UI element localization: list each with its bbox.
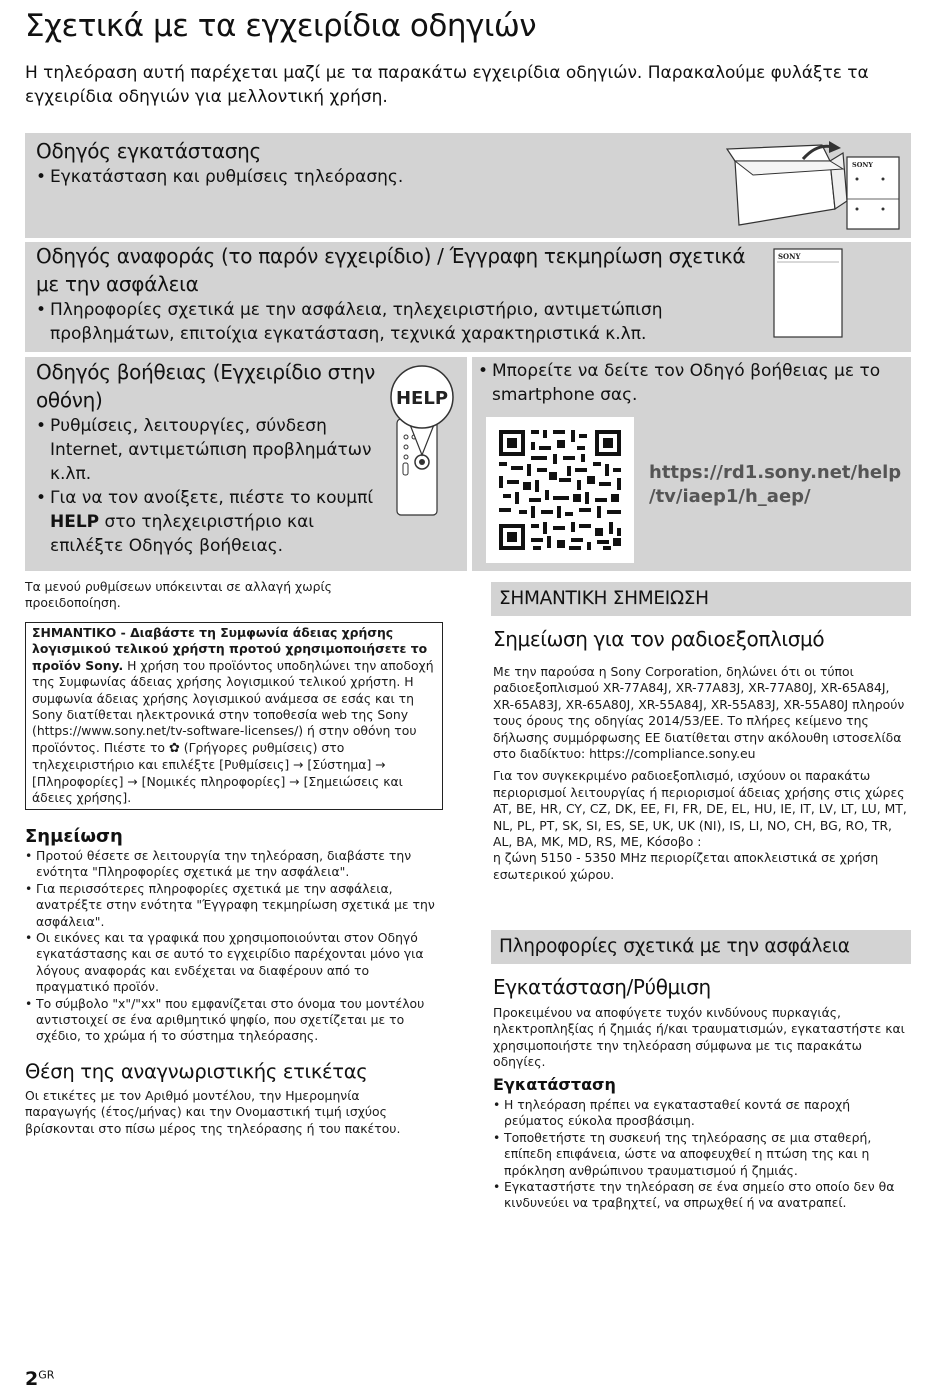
install-item bbox=[493, 1130, 911, 1179]
qr-code[interactable] bbox=[486, 417, 634, 563]
label-position-text: Οι ετικέτες με τον Αριθμό μοντέλου, την Ημερομηνία παραγωγής (έτος/μήνας) και την Ονομαστική τιμή ισχύος βρίσκονται στο πίσω μέρος της τηλεόρασης ή του πακέτου. bbox=[25, 1088, 401, 1136]
setup-guide-title: Οδηγός εγκατάστασης bbox=[36, 139, 261, 163]
tv-box-illustration bbox=[725, 139, 905, 231]
install-list bbox=[493, 1097, 911, 1212]
page-title: Σχετικά με τα εγχειρίδια οδηγιών bbox=[25, 8, 537, 44]
manual-booklet-illustration bbox=[773, 248, 845, 340]
help-guide-bullet-1 bbox=[36, 414, 380, 486]
label-position-heading: Θέση της αναγνωριστικής ετικέτας bbox=[25, 1060, 368, 1083]
setup-guide-bullet bbox=[36, 165, 700, 189]
radio-equipment-text bbox=[493, 664, 911, 883]
setup-guide-box bbox=[25, 133, 911, 238]
safety-heading: Πληροφορίες σχετικά με την ασφάλεια bbox=[491, 930, 911, 964]
install-item-text: Εγκαταστήστε την τηλεόραση σε ένα σημείο στο οποίο δεν θα κινδυνεύει να τραβηχτεί, να σπρωχθεί ή να ανατραπεί. bbox=[504, 1179, 895, 1211]
license-box bbox=[25, 622, 443, 810]
page-number-value: 2 bbox=[25, 1368, 39, 1390]
radio-equipment-para-2: Για τον συγκεκριμένο ραδιοεξοπλισμό, ισχύουν οι παρακάτω περιορισμοί λειτουργίας ή περιορισμοί άδειας χρήσης στις χώρες AT, BE, HR, CY, CZ, DK, EE, FI, FR, DE, EL, HU, IE, IT, LV, LT, LU, MT, NL, PL, PT, SK, SI, ES, SE, UK, UK (NI), IS, LI, NO, CH, BG, RO, TR, AL, BA, MK, MD, RS, ME, Κόσοβο : bbox=[493, 768, 907, 850]
note-item-text: Οι εικόνες και τα γραφικά που χρησιμοποιούνται στον Οδηγό εγκατάστασης και σε αυτό το εγχειρίδιο παρέχονται μόνο για λόγους αναφοράς και ενδέχεται να διαφέρουν από το πραγματικό προϊόν. bbox=[36, 930, 424, 995]
intro-text: Η τηλεόραση αυτή παρέχεται μαζί με τα παρακάτω εγχειρίδια οδηγιών. Παρακαλούμε φυλάξτε τα εγχειρίδια οδηγιών για μελλοντική χρήση. bbox=[25, 63, 869, 107]
note-item-text: Το σύμβολο "x"/"xx" που εμφανίζεται στο όνομα του μοντέλου αντιστοιχεί σε ένα αριθμητικό ψηφίο, που σχετίζεται με το σχέδιο, το χρώμα ή το σύστημα τηλεόρασης. bbox=[36, 995, 425, 1044]
install-heading: Εγκατάσταση bbox=[493, 1075, 616, 1094]
help-guide-url[interactable] bbox=[649, 461, 901, 509]
setup-guide-bullet-text: Εγκατάσταση και ρυθμίσεις τηλεόρασης. bbox=[50, 167, 404, 187]
reference-guide-brand: SONY bbox=[778, 252, 801, 261]
install-item-text: Η τηλεόραση πρέπει να εγκατασταθεί κοντά σε παροχή ρεύματος εύκολα προσβάσιμη. bbox=[504, 1097, 851, 1129]
license-box-text-post: (Γρήγορες ρυθμίσεις) στο τηλεχειριστήριο και επιλέξτε [Ρυθμίσεις] → [Σύστημα] → [Πληροφορίες] → [Νομικές πληροφορίες] → [Σημειώσεις και άδειες χρήσης]. bbox=[32, 739, 403, 806]
help-guide-title: Οδηγός βοήθειας (Εγχειρίδιο στην οθόνη) bbox=[36, 360, 376, 412]
help-guide-bullet-2-pre: Για να τον ανοίξετε, πιέστε το κουμπί bbox=[50, 488, 374, 508]
radio-equipment-para-3: η ζώνη 5150 - 5350 MHz περιορίζεται αποκλειστικά σε χρήση εσωτερικού χώρου. bbox=[493, 850, 879, 882]
radio-equipment-para-1: Με την παρούσα η Sony Corporation, δηλώνει ότι οι τύποι ραδιοεξοπλισμού XR-77A84J, XR-77A83J, XR-77A80J, XR-65A84J, XR-65A83J, XR-65A80J, XR-55A84J, XR-55A83J, XR-55A80J πληρούν τους όρους της οδηγίας 2014/53/ΕΕ. Το πλήρες κείμενο της δήλωσης συμμόρφωσης ΕΕ διατίθεται στην ακόλουθη ιστοσελίδα στο διαδίκτυο: https://compliance.sony.eu bbox=[493, 664, 905, 762]
radio-equipment-subheading: Σημείωση για τον ραδιοεξοπλισμό bbox=[493, 627, 825, 651]
page-number bbox=[25, 1368, 54, 1390]
help-guide-smartphone-box bbox=[472, 357, 911, 571]
page-number-suffix: GR bbox=[38, 1368, 55, 1382]
help-guide-bullet-2-post: στο τηλεχειριστήριο και επιλέξτε Οδηγός βοήθειας. bbox=[50, 512, 315, 556]
important-notice-heading: ΣΗΜΑΝΤΙΚΗ ΣΗΜΕΙΩΣΗ bbox=[491, 582, 911, 616]
setup-guide-brand: SONY bbox=[852, 161, 873, 169]
note-item-text: Προτού θέσετε σε λειτουργία την τηλεόραση, διαβάστε την ενότητα "Πληροφορίες σχετικά με την ασφάλεια". bbox=[36, 848, 412, 880]
help-button-label: HELP bbox=[395, 388, 449, 409]
smartphone-bullet-text: Μπορείτε να δείτε τον Οδηγό βοήθειας με το smartphone σας. bbox=[492, 361, 881, 405]
license-box-bold: ΣΗΜΑΝΤΙΚΟ - Διαβάστε τη Συμφωνία άδειας χρήσης λογισμικού τελικού χρήστη προτού χρησιμοποιήσετε το προϊόν Sony. bbox=[32, 625, 428, 673]
note-list bbox=[25, 848, 445, 1045]
note-item bbox=[25, 881, 445, 930]
note-item bbox=[25, 930, 445, 996]
note-heading: Σημείωση bbox=[25, 826, 123, 847]
help-guide-bullet-2 bbox=[36, 486, 380, 558]
install-item-text: Τοποθετήστε τη συσκευή της τηλεόρασης σε μια σταθερή, επίπεδη επιφάνεια, ώστε να αποφευχθεί η πτώση της και η πρόκληση ανθρώπινου τραυματισμού ή ζημιάς. bbox=[504, 1129, 872, 1178]
note-item bbox=[25, 848, 445, 881]
installation-setup-subheading: Εγκατάσταση/Ρύθμιση bbox=[493, 975, 711, 999]
install-item bbox=[493, 1097, 911, 1130]
note-item-text: Για περισσότερες πληροφορίες σχετικά με την ασφάλεια, ανατρέξτε στην ενότητα "Έγγραφη τεκμηρίωση σχετικά με την ασφάλεια". bbox=[36, 880, 435, 929]
help-guide-url-line-1: https://rd1.sony.net/help bbox=[649, 462, 902, 483]
help-guide-box bbox=[25, 357, 467, 571]
gear-icon: ✿ bbox=[168, 740, 180, 756]
note-item bbox=[25, 996, 445, 1045]
smartphone-bullet bbox=[478, 359, 912, 407]
help-guide-url-line-2: /tv/iaep1/h_aep/ bbox=[649, 486, 811, 507]
help-guide-bullet-1-text: Ρυθμίσεις, λειτουργίες, σύνδεση Internet, αντιμετώπιση προβλημάτων κ.λπ. bbox=[50, 416, 372, 484]
reference-guide-bullet bbox=[36, 298, 750, 346]
help-guide-bullet-2-bold: HELP bbox=[50, 512, 100, 532]
safety-intro: Προκειμένου να αποφύγετε τυχόν κινδύνους πυρκαγιάς, ηλεκτροπληξίας ή ζημιάς ή/και τραυματισμών, εγκαταστήστε και χρησιμοποιήστε την τηλεόραση σύμφωνα με τις παρακάτω οδηγίες. bbox=[493, 1005, 905, 1070]
install-item bbox=[493, 1179, 911, 1212]
menus-note: Τα μενού ρυθμίσεων υπόκεινται σε αλλαγή χωρίς προειδοποίηση. bbox=[25, 579, 332, 611]
reference-guide-bullet-text: Πληροφορίες σχετικά με την ασφάλεια, τηλεχειριστήριο, αντιμετώπιση προβλημάτων, επιτοίχια εγκατάσταση, τεχνικά χαρακτηριστικά κ.λπ. bbox=[50, 300, 663, 344]
reference-guide-box bbox=[25, 242, 911, 352]
license-box-text-pre: Η χρήση του προϊόντος υποδηλώνει την αποδοχή της Συμφωνίας άδειας χρήσης λογισμικού τελικού χρήστη. Η συμφωνία άδειας χρήσης λογισμικού ανάμεσα σε εσάς και τη Sony διατίθεται ηλεκτρονικά στην τοποθεσία web της Sony (https://www.sony.net/tv-software-licenses/) ή στην οθόνη του προϊόντος. Πιέστε το bbox=[32, 657, 434, 755]
reference-guide-title: Οδηγός αναφοράς (το παρόν εγχειρίδιο) / Έγγραφη τεκμηρίωση σχετικά με την ασφάλεια bbox=[36, 244, 746, 296]
remote-help-illustration bbox=[387, 363, 455, 518]
